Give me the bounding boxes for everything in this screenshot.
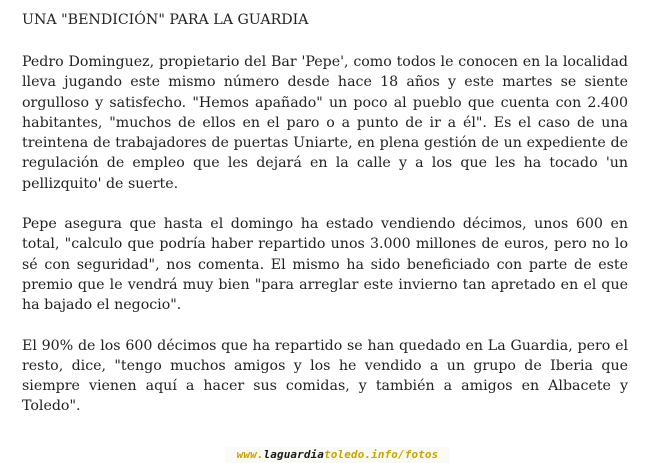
article-paragraph: El 90% de los 600 décimos que ha repartido se han quedado en La Guardia, pero el resto, dice, "tengo muchos amigos y los he vendido a un grupo de Iberia que siempre vienen aquí a hacer sus comidas, y también a amigos en Albacete y Toledo". — [22, 337, 628, 415]
watermark-site-name: laguardia — [263, 448, 325, 461]
article-paragraph: Pedro Dominguez, propietario del Bar 'Pepe', como todos le conocen en la localidad lleva jugando este mismo número desde hace 18 años y este martes se siente orgulloso y satisfecho. "Hemos apañado" un poco al pueblo que cuenta con 2.400 habitantes, "muchos de ellos en el paro o a punto de ir a él". Es el caso de una treintena de trabajadores de puertas Uniarte, en plena gestión de un expediente de regulación de empleo que les dejará en la calle y a los que les ha tocado 'un pellizquito' de suerte. — [22, 54, 628, 192]
article-headline: UNA "BENDICIÓN" PARA LA GUARDIA — [22, 12, 309, 28]
watermark-suffix: toledo.info/fotos — [324, 448, 439, 461]
watermark-url — [225, 447, 450, 463]
news-article — [22, 10, 628, 417]
watermark-prefix: www. — [236, 448, 264, 461]
article-paragraph: Pepe asegura que hasta el domingo ha estado vendiendo décimos, unos 600 en total, "calculo que podría haber repartido unos 3.000 millones de euros, pero no lo sé con seguridad", nos comenta. El mismo ha sido beneficiado con parte de este premio que le vendrá muy bien "para arreglar este invierno tan apretado en el que ha bajado el negocio". — [22, 216, 628, 314]
